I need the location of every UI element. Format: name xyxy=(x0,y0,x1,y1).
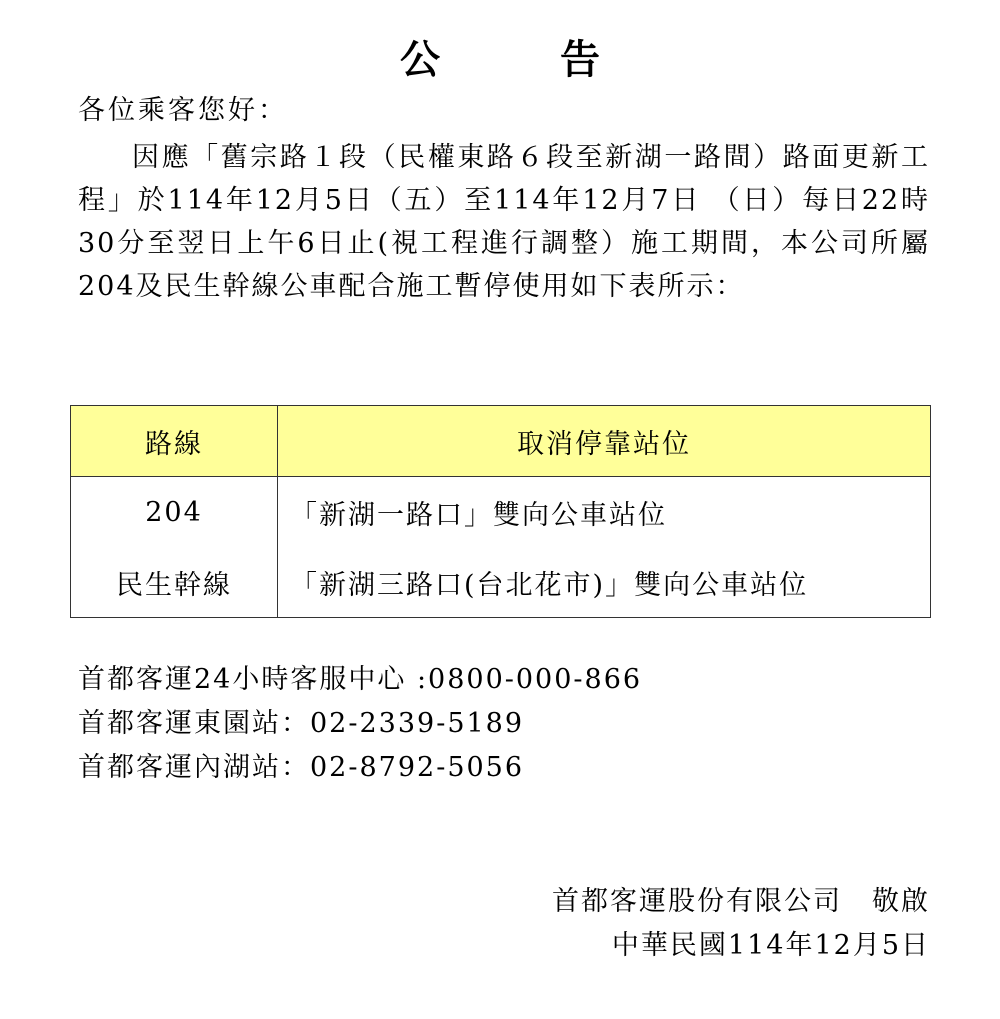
station-cell: 「新湖一路口」雙向公車站位 xyxy=(278,477,931,548)
contact-dongyuan-station: 首都客運東園站：02-2339-5189 xyxy=(78,708,525,739)
route-cell: 民生幹線 xyxy=(71,547,278,618)
route-cell: 204 xyxy=(71,477,278,548)
notice-body: 因應「舊宗路１段（民權東路６段至新湖一路間）路面更新工程」於114年12月5日（五）至114年12月7日 （日）每日22時30分至翌日上午6日止(視工程進行調整）施工期間，本公司所屬204及民生幹線公車配合施工暫停使用如下表所示： xyxy=(78,142,930,302)
table-row xyxy=(71,477,931,548)
table-header-row xyxy=(71,406,931,477)
contact-list xyxy=(78,658,642,790)
signature-company-line xyxy=(552,880,930,924)
signature-block xyxy=(552,880,930,968)
contact-customer-service: 首都客運24小時客服中心 :0800-000-866 xyxy=(78,664,643,695)
station-cell: 「新湖三路口(台北花市)」雙向公車站位 xyxy=(278,547,931,618)
suspended-stops-table xyxy=(70,405,931,618)
notice-date: 中華民國114年12月5日 xyxy=(611,930,930,961)
company-name: 首都客運股份有限公司 xyxy=(552,886,842,917)
header-cancelled-stops: 取消停靠站位 xyxy=(278,406,931,477)
notice-title: 公 告 xyxy=(400,37,640,83)
greeting: 各位乘客您好： xyxy=(78,95,288,126)
table-row xyxy=(71,547,931,618)
header-route: 路線 xyxy=(71,406,278,477)
contact-neihu-station: 首都客運內湖站：02-8792-5056 xyxy=(78,752,525,783)
closing-text: 敬啟 xyxy=(872,886,930,917)
